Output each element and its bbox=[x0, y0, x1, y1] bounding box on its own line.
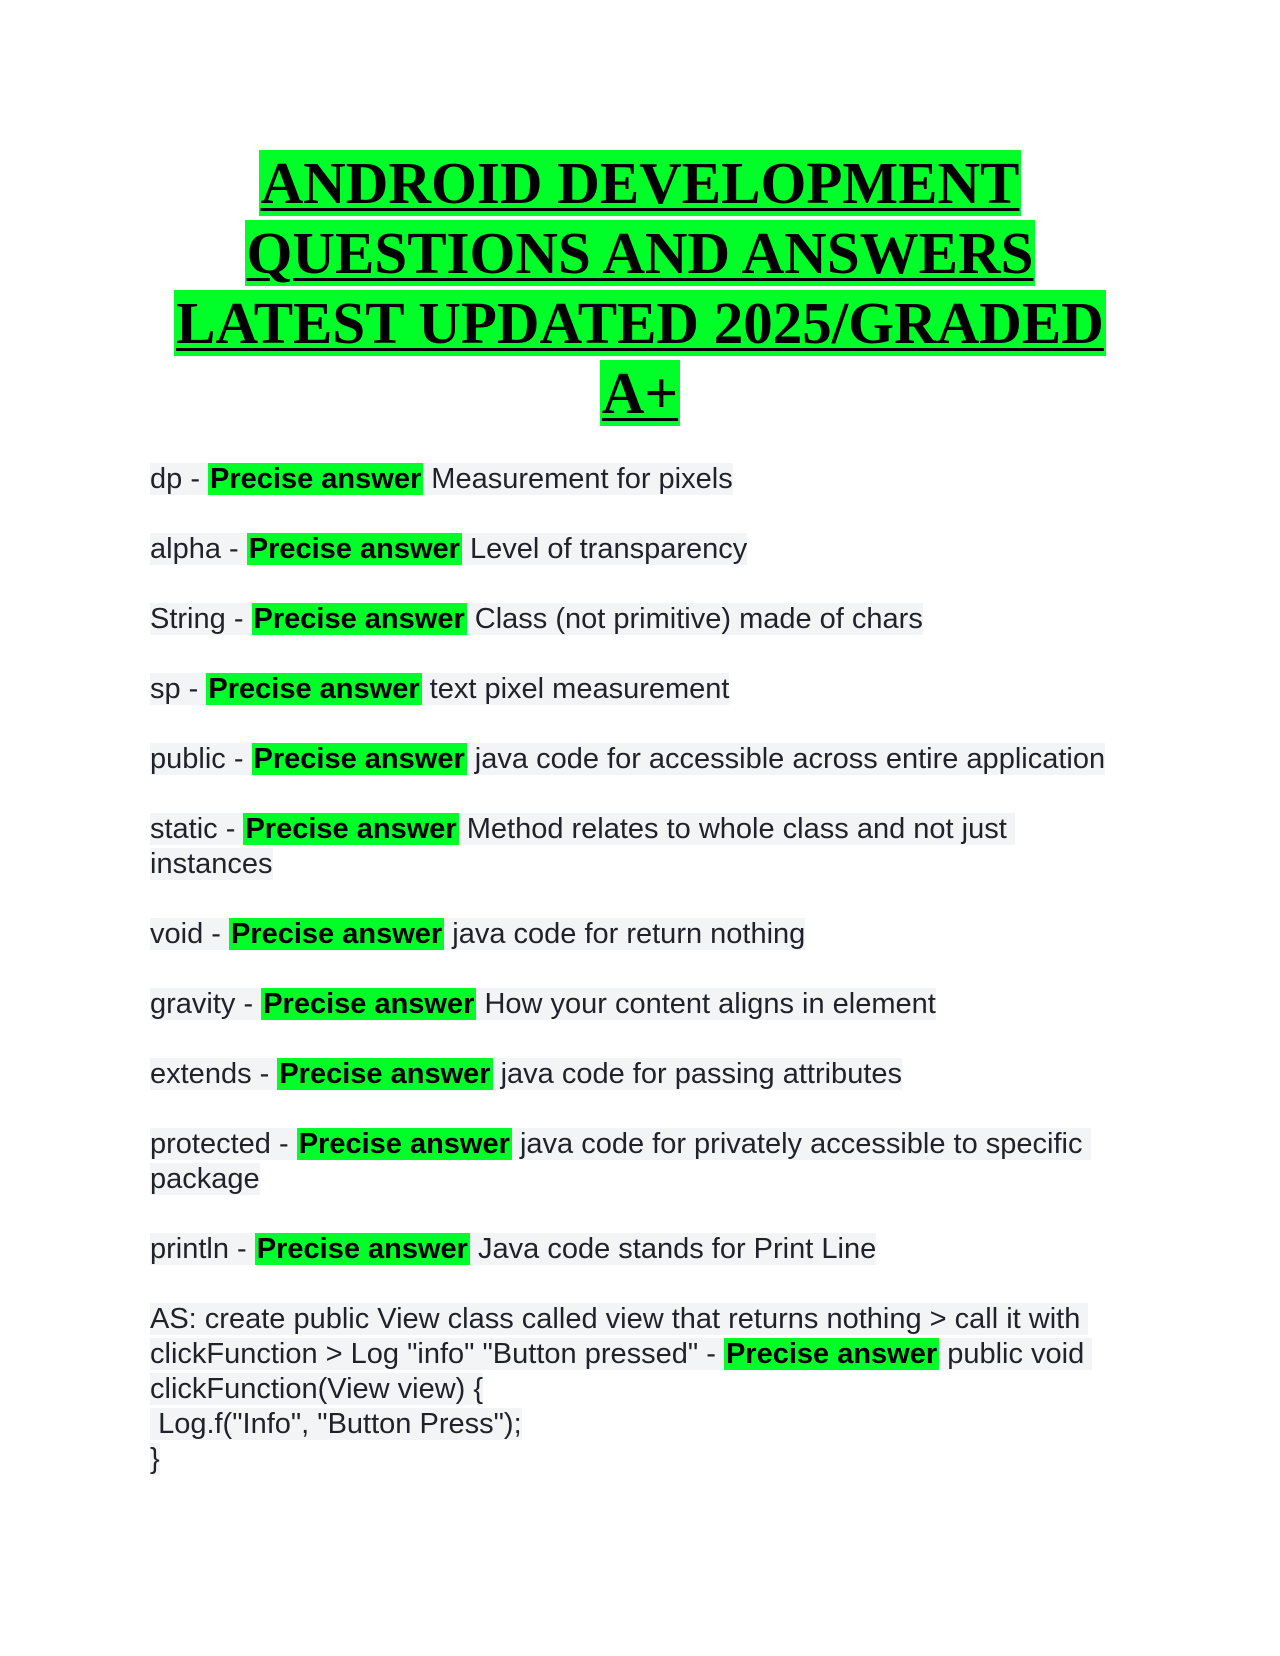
precise-answer-marker: Precise answer bbox=[298, 1128, 510, 1160]
qa-answer-code-line-1: public void clickFunction(View view) { bbox=[150, 1338, 1093, 1405]
qa-term: gravity - bbox=[150, 988, 262, 1020]
code-line-3 bbox=[150, 1442, 1110, 1477]
qa-item-protected bbox=[150, 1127, 1110, 1197]
precise-answer-marker: Precise answer bbox=[208, 673, 420, 705]
precise-answer-marker: Precise answer bbox=[263, 988, 475, 1020]
qa-item-void bbox=[150, 917, 1110, 952]
qa-answer: How your content aligns in element bbox=[476, 988, 936, 1020]
qa-item-extends bbox=[150, 1057, 1110, 1092]
qa-term: void - bbox=[150, 918, 229, 950]
document-title bbox=[150, 148, 1130, 428]
qa-answer: Class (not primitive) made of chars bbox=[466, 603, 923, 635]
precise-answer-marker: Precise answer bbox=[248, 533, 460, 565]
qa-term: String - bbox=[150, 603, 252, 635]
qa-item-println bbox=[150, 1232, 1110, 1267]
precise-answer-marker: Precise answer bbox=[245, 813, 457, 845]
code-line-2-text: Log.f("Info", "Button Press"); bbox=[150, 1408, 522, 1440]
qa-answer: java code for privately accessible to specific package bbox=[150, 1128, 1091, 1195]
qa-answer: java code for accessible across entire application bbox=[466, 743, 1106, 775]
qa-item-dp bbox=[150, 462, 1110, 497]
title-line-2: QUESTIONS AND ANSWERS bbox=[246, 220, 1034, 286]
precise-answer-marker: Precise answer bbox=[253, 743, 465, 775]
qa-item-alpha bbox=[150, 532, 1110, 567]
qa-answer: Level of transparency bbox=[461, 533, 748, 565]
precise-answer-marker: Precise answer bbox=[230, 918, 443, 950]
qa-answer: Java code stands for Print Line bbox=[469, 1233, 877, 1265]
qa-item-public bbox=[150, 742, 1110, 777]
qa-term: public - bbox=[150, 743, 252, 775]
qa-item-static bbox=[150, 812, 1110, 882]
qa-item-sp bbox=[150, 672, 1110, 707]
precise-answer-marker: Precise answer bbox=[256, 1233, 468, 1265]
precise-answer-marker: Precise answer bbox=[253, 603, 465, 635]
title-line-1: ANDROID DEVELOPMENT bbox=[260, 150, 1020, 216]
qa-item-gravity bbox=[150, 987, 1110, 1022]
qa-answer: Method relates to whole class and not just instances bbox=[150, 813, 1015, 880]
precise-answer-marker: Precise answer bbox=[725, 1338, 938, 1370]
qa-answer: java code for return nothing bbox=[444, 918, 806, 950]
qa-answer: text pixel measurement bbox=[421, 673, 730, 705]
qa-term: protected - bbox=[150, 1128, 297, 1160]
code-line-3-text: } bbox=[150, 1443, 160, 1475]
qa-answer: java code for passing attributes bbox=[492, 1058, 903, 1090]
qa-item-click-function bbox=[150, 1302, 1110, 1477]
code-line-2 bbox=[150, 1407, 1110, 1442]
qa-term: alpha - bbox=[150, 533, 247, 565]
qa-answer: Measurement for pixels bbox=[423, 463, 733, 495]
qa-question: AS: create public View class called view that returns nothing > call it with clickFunction > Log "info" "Button pressed" - bbox=[150, 1303, 1089, 1370]
qa-list bbox=[150, 462, 1110, 1512]
qa-term: extends - bbox=[150, 1058, 278, 1090]
precise-answer-marker: Precise answer bbox=[210, 463, 422, 495]
qa-term: dp - bbox=[150, 463, 209, 495]
qa-term: sp - bbox=[150, 673, 207, 705]
qa-term: static - bbox=[150, 813, 244, 845]
title-line-3: LATEST UPDATED 2025/GRADED bbox=[176, 290, 1104, 356]
precise-answer-marker: Precise answer bbox=[279, 1058, 491, 1090]
title-line-4: A+ bbox=[601, 360, 679, 426]
qa-term: println - bbox=[150, 1233, 255, 1265]
qa-item-string bbox=[150, 602, 1110, 637]
